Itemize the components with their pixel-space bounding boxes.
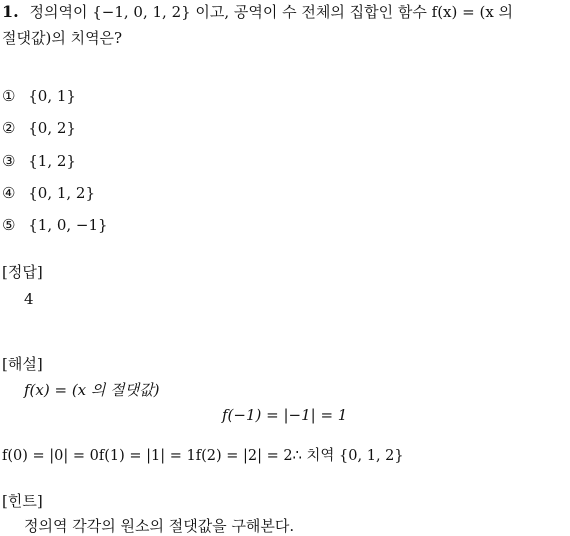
choice-5[interactable]: [2, 215, 108, 235]
choice-marker: ⑤: [2, 216, 16, 234]
explanation-heading: [해설]: [2, 355, 43, 373]
explanation-line-1: f(x) = (x 의 절댓값): [24, 381, 160, 399]
question-stem-line-1: 정의역이 {−1, 0, 1, 2} 이고, 공역이 수 전체의 집합인 함수 f(x) = (x 의: [29, 3, 514, 21]
choice-text: {0, 2}: [28, 119, 76, 137]
question-line-1: [2, 2, 513, 22]
choice-text: {0, 1}: [28, 87, 76, 105]
hint-text: 정의역 각각의 원소의 절댓값을 구해본다.: [24, 517, 295, 535]
hint-heading: [힌트]: [2, 492, 43, 510]
choice-marker: ④: [2, 184, 16, 202]
answer-heading: [정답]: [2, 263, 43, 281]
explanation-line-3: f(0) = |0| = 0f(1) = |1| = 1f(2) = |2| = 2∴ 치역 {0, 1, 2}: [2, 448, 404, 464]
choice-text: {1, 2}: [28, 152, 76, 170]
question-stem-line-2: 절댓값)의 치역은?: [2, 29, 123, 47]
choice-marker: ②: [2, 119, 16, 137]
choice-1[interactable]: [2, 86, 76, 106]
question-number: 1.: [2, 2, 19, 21]
choice-text: {1, 0, −1}: [28, 216, 108, 234]
choice-marker: ③: [2, 152, 16, 170]
choice-text: {0, 1, 2}: [28, 184, 96, 202]
explanation-line-2: f(−1) = |−1| = 1: [222, 406, 348, 424]
choice-2[interactable]: [2, 118, 76, 138]
choice-marker: ①: [2, 87, 16, 105]
choice-3[interactable]: [2, 151, 76, 171]
answer-value: 4: [24, 290, 34, 308]
choice-4[interactable]: [2, 183, 95, 203]
